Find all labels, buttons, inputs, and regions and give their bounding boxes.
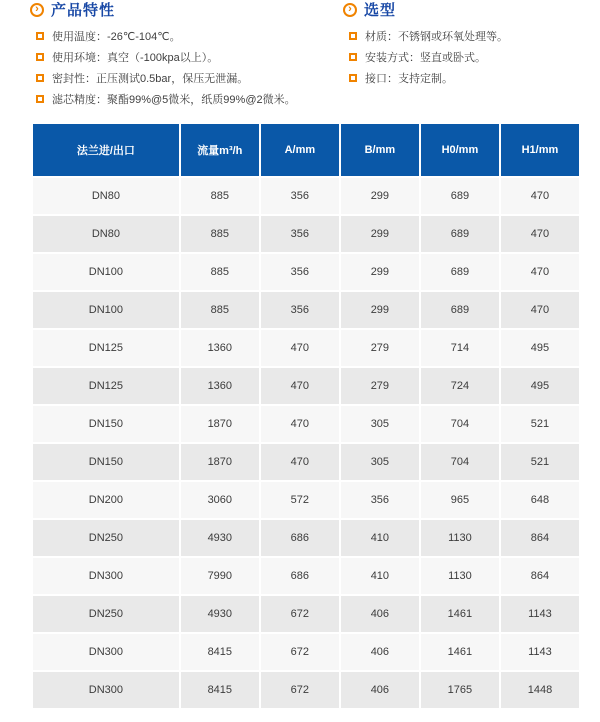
table-cell: 279 (341, 330, 419, 366)
table-cell: 1870 (181, 406, 259, 442)
selection-list (349, 30, 600, 84)
square-bullet-icon (349, 32, 357, 40)
table-cell: 299 (341, 292, 419, 328)
table-cell: 648 (501, 482, 579, 518)
top-sections (0, 0, 600, 114)
header-row (33, 124, 579, 176)
spec-table-body (33, 178, 579, 708)
table-cell: 470 (261, 368, 339, 404)
table-cell: 689 (421, 178, 499, 214)
table-row (33, 596, 579, 632)
table-row (33, 672, 579, 708)
table-cell: 410 (341, 558, 419, 594)
table-cell: 672 (261, 672, 339, 708)
table-cell: 672 (261, 634, 339, 670)
bullet-text: 材质：不锈钢或环氧处理等。 (365, 31, 508, 43)
table-cell: 885 (181, 178, 259, 214)
table-row (33, 292, 579, 328)
square-bullet-icon (36, 53, 44, 61)
table-cell: 1765 (421, 672, 499, 708)
table-row (33, 482, 579, 518)
table-cell: 299 (341, 254, 419, 290)
table-cell: 686 (261, 520, 339, 556)
table-cell: 356 (261, 254, 339, 290)
table-cell: 965 (421, 482, 499, 518)
section-selection (343, 2, 600, 114)
square-bullet-icon (36, 74, 44, 82)
features-title: 产品特性 (51, 2, 116, 19)
bullet-text: 使用温度：-26℃-104℃。 (52, 31, 181, 43)
square-bullet-icon (349, 74, 357, 82)
table-cell: 864 (501, 520, 579, 556)
table-cell: 1448 (501, 672, 579, 708)
table-cell: 689 (421, 292, 499, 328)
bullet-item (349, 72, 600, 84)
table-cell: 689 (421, 254, 499, 290)
bullet-item (349, 30, 600, 42)
table-cell: DN125 (33, 368, 179, 404)
table-cell: 1360 (181, 330, 259, 366)
table-cell: DN250 (33, 520, 179, 556)
table-cell: 470 (501, 254, 579, 290)
table-cell: 1130 (421, 558, 499, 594)
table-cell: 470 (501, 292, 579, 328)
table-cell: 864 (501, 558, 579, 594)
table-cell: 1461 (421, 634, 499, 670)
table-cell: DN100 (33, 254, 179, 290)
chevron-circle-icon (30, 3, 44, 17)
table-cell: DN300 (33, 558, 179, 594)
table-cell: 470 (261, 406, 339, 442)
table-row (33, 330, 579, 366)
square-bullet-icon (349, 53, 357, 61)
table-row (33, 444, 579, 480)
table-cell: 299 (341, 178, 419, 214)
table-cell: 521 (501, 406, 579, 442)
features-list (36, 30, 343, 105)
table-cell: 406 (341, 672, 419, 708)
table-cell: 279 (341, 368, 419, 404)
table-row (33, 520, 579, 556)
table-row (33, 558, 579, 594)
table-cell: 8415 (181, 672, 259, 708)
table-cell: 672 (261, 596, 339, 632)
table-cell: DN100 (33, 292, 179, 328)
column-header: 法兰进/出口 (33, 124, 179, 176)
table-row (33, 406, 579, 442)
bullet-text: 安装方式：竖直或卧式。 (365, 52, 486, 64)
table-cell: DN300 (33, 634, 179, 670)
table-cell: 356 (341, 482, 419, 518)
table-cell: 686 (261, 558, 339, 594)
table-cell: 1143 (501, 634, 579, 670)
table-cell: 495 (501, 368, 579, 404)
table-cell: 572 (261, 482, 339, 518)
table-cell: 1870 (181, 444, 259, 480)
table-cell: 714 (421, 330, 499, 366)
column-header: B/mm (341, 124, 419, 176)
table-cell: 7990 (181, 558, 259, 594)
table-cell: DN200 (33, 482, 179, 518)
selection-title-row (343, 0, 600, 19)
bullet-text: 接口：支持定制。 (365, 73, 453, 85)
table-cell: DN125 (33, 330, 179, 366)
spec-table-header (33, 124, 579, 176)
table-cell: 4930 (181, 520, 259, 556)
features-title-row (30, 0, 343, 19)
table-cell: DN300 (33, 672, 179, 708)
table-cell: 406 (341, 634, 419, 670)
table-cell: DN80 (33, 216, 179, 252)
table-cell: 704 (421, 444, 499, 480)
square-bullet-icon (36, 32, 44, 40)
bullet-text: 密封性：正压测试0.5bar，保压无泄漏。 (52, 73, 249, 85)
table-cell: 885 (181, 216, 259, 252)
table-cell: 470 (501, 178, 579, 214)
table-cell: 3060 (181, 482, 259, 518)
table-row (33, 368, 579, 404)
table-cell: 356 (261, 292, 339, 328)
table-cell: 470 (261, 330, 339, 366)
bullet-item (349, 51, 600, 63)
table-cell: 406 (341, 596, 419, 632)
bullet-item (36, 93, 343, 105)
bullet-item (36, 51, 343, 63)
bullet-text: 滤芯精度：聚酯99%@5微米，纸质99%@2微米。 (52, 94, 296, 106)
table-cell: 704 (421, 406, 499, 442)
table-cell: 495 (501, 330, 579, 366)
selection-title: 选型 (364, 2, 397, 19)
table-cell: 521 (501, 444, 579, 480)
table-cell: 885 (181, 254, 259, 290)
bullet-text: 使用环境：真空（-100kpa以上）。 (52, 52, 219, 64)
table-cell: 356 (261, 178, 339, 214)
column-header: H0/mm (421, 124, 499, 176)
table-row (33, 216, 579, 252)
table-cell: 356 (261, 216, 339, 252)
table-row (33, 634, 579, 670)
table-cell: DN80 (33, 178, 179, 214)
table-cell: 470 (261, 444, 339, 480)
bullet-item (36, 30, 343, 42)
table-cell: 1143 (501, 596, 579, 632)
table-cell: 410 (341, 520, 419, 556)
bullet-item (36, 72, 343, 84)
table-cell: 305 (341, 444, 419, 480)
section-product-features (30, 2, 343, 114)
column-header: A/mm (261, 124, 339, 176)
table-cell: 724 (421, 368, 499, 404)
table-row (33, 254, 579, 290)
column-header: 流量m³/h (181, 124, 259, 176)
table-row (33, 178, 579, 214)
table-cell: 8415 (181, 634, 259, 670)
table-cell: 305 (341, 406, 419, 442)
table-cell: 885 (181, 292, 259, 328)
table-cell: DN250 (33, 596, 179, 632)
table-cell: DN150 (33, 444, 179, 480)
table-cell: 470 (501, 216, 579, 252)
column-header: H1/mm (501, 124, 579, 176)
chevron-circle-icon (343, 3, 357, 17)
spec-table (31, 122, 581, 710)
table-cell: 299 (341, 216, 419, 252)
table-cell: 1360 (181, 368, 259, 404)
table-cell: 1130 (421, 520, 499, 556)
table-cell: 4930 (181, 596, 259, 632)
table-cell: DN150 (33, 406, 179, 442)
square-bullet-icon (36, 95, 44, 103)
table-cell: 1461 (421, 596, 499, 632)
table-cell: 689 (421, 216, 499, 252)
